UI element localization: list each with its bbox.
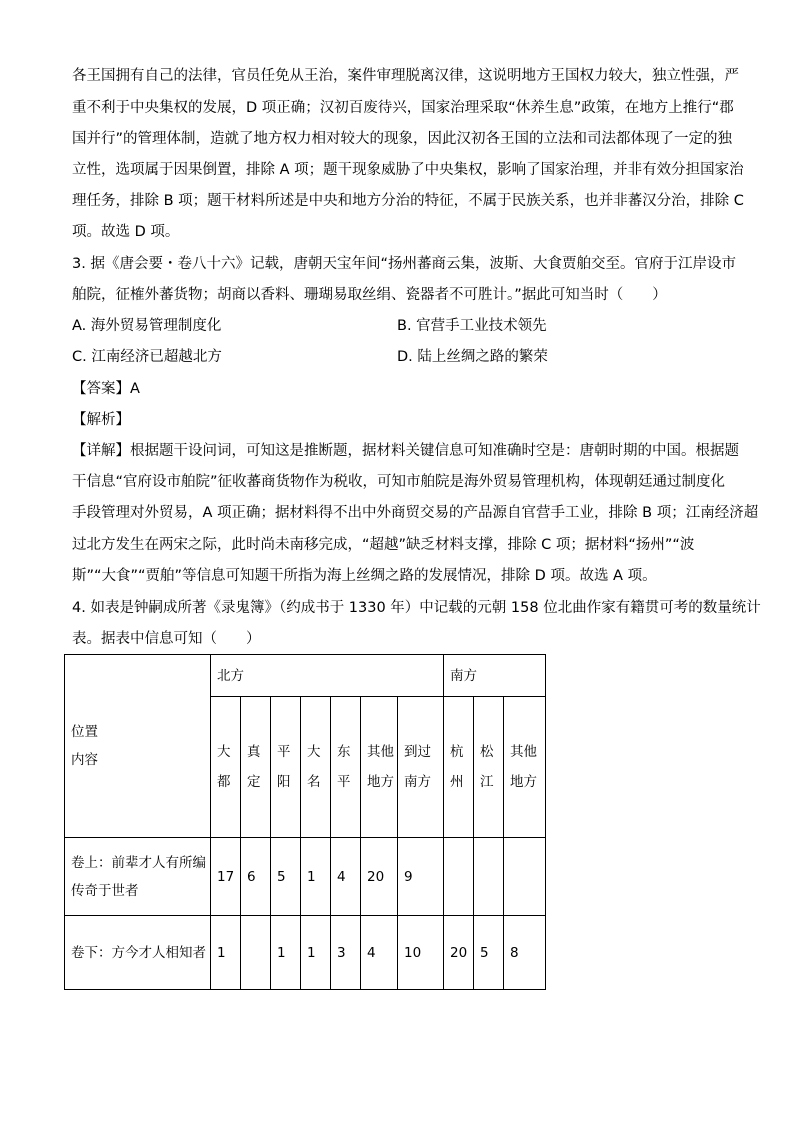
corner-top-label: 位置 <box>71 724 98 740</box>
table-row <box>65 838 546 916</box>
column-header: 平阳 <box>271 697 301 838</box>
row-label: 卷下：方今才人相知者 <box>65 916 211 990</box>
question-3-stem: 3. 据《唐会要・卷八十六》记载，唐朝天宝年间“扬州蕃商云集，波斯、大食贾舶交至。官府于江岸设市 <box>72 256 736 272</box>
table-cell <box>241 916 271 990</box>
paragraph-line: 立性，选项属于因果倒置，排除 A 项；题干现象威胁了中央集权，影响了国家治理，并非有效分担国家治 <box>72 162 744 178</box>
table-cell: 20 <box>444 916 474 990</box>
option-d: D. 陆上丝绸之路的繁荣 <box>397 349 548 365</box>
paragraph-line: 重不利于中央集权的发展，D 项正确；汉初百废待兴，国家治理采取“休养生息”政策，在地方上推行“郡 <box>72 100 734 116</box>
table-corner-header <box>65 655 211 838</box>
table-cell: 20 <box>361 838 398 916</box>
table-cell: 10 <box>398 916 444 990</box>
column-header: 到过南方 <box>398 697 444 838</box>
column-header: 松江 <box>474 697 504 838</box>
option-b: B. 官营手工业技术领先 <box>397 318 547 334</box>
group-header-south: 南方 <box>444 655 546 697</box>
analysis-line: 斯”“大食”“贾舶”等信息可知题干所指为海上丝绸之路的发展情况，排除 D 项。故选 A 项。 <box>72 568 657 584</box>
option-c: C. 江南经济已超越北方 <box>72 349 222 365</box>
paragraph-line: 理任务，排除 B 项；题干材料所述是中央和地方分治的特征，不属于民族关系，也并非蕃汉分治，排除 C <box>72 193 744 209</box>
table-cell <box>444 838 474 916</box>
analysis-line: 【详解】根据题干设问词，可知这是推断题，据材料关键信息可知准确时空是：唐朝时期的中国。根据题 <box>72 443 739 459</box>
table-cell <box>474 838 504 916</box>
paragraph-line: 各王国拥有自己的法律，官员任免从王治，案件审理脱离汉律，这说明地方王国权力较大，独立性强，严 <box>72 68 739 84</box>
table-cell: 17 <box>211 838 241 916</box>
paragraph-line: 项。故选 D 项。 <box>72 224 180 240</box>
table-cell: 8 <box>504 916 546 990</box>
table-cell: 1 <box>301 916 331 990</box>
paragraph-line: 国并行”的管理体制，造就了地方权力相对较大的现象，因此汉初各王国的立法和司法都体现了一定的独 <box>72 131 733 147</box>
statistics-table <box>64 654 546 990</box>
analysis-title: 【解析】 <box>72 412 130 428</box>
column-header: 杭州 <box>444 697 474 838</box>
table-cell: 5 <box>474 916 504 990</box>
analysis-line: 过北方发生在两宋之际，此时尚未南移完成，“超越”缺乏材料支撑，排除 C 项；据材料“扬州”“波 <box>72 537 695 553</box>
question-3-stem: 舶院，征榷外蕃货物；胡商以香料、珊瑚易取丝绢、瓷器者不可胜计。”据此可知当时（ ） <box>72 287 667 303</box>
table-cell: 9 <box>398 838 444 916</box>
corner-bottom-label: 内容 <box>71 752 98 768</box>
analysis-line: 手段管理对外贸易，A 项正确；据材料得不出中外商贸交易的产品源自官营手工业，排除 B 项；江南经济超 <box>72 505 759 521</box>
analysis-line: 干信息“官府设市舶院”征收蕃商货物作为税收，可知市舶院是海外贸易管理机构，体现朝廷通过制度化 <box>72 474 726 490</box>
group-header-north: 北方 <box>211 655 444 697</box>
question-4-stem: 表。据表中信息可知（ ） <box>72 631 261 647</box>
table-cell: 1 <box>271 916 301 990</box>
table-cell: 1 <box>301 838 331 916</box>
table-cell <box>504 838 546 916</box>
answer-label: 【答案】A <box>72 381 140 397</box>
table-cell: 3 <box>331 916 361 990</box>
table-cell: 6 <box>241 838 271 916</box>
column-header: 大名 <box>301 697 331 838</box>
column-header: 东平 <box>331 697 361 838</box>
question-4-stem: 4. 如表是钟嗣成所著《录鬼簿》（约成书于 1330 年）中记载的元朝 158 位北曲作家有籍贯可考的数量统计 <box>72 600 761 616</box>
table-cell: 1 <box>211 916 241 990</box>
table-cell: 4 <box>361 916 398 990</box>
column-header: 其他地方 <box>361 697 398 838</box>
column-header: 真定 <box>241 697 271 838</box>
row-label: 卷上：前辈才人有所编传奇于世者 <box>65 838 211 916</box>
column-header: 大都 <box>211 697 241 838</box>
table-row <box>65 916 546 990</box>
table-cell: 5 <box>271 838 301 916</box>
column-header: 其他地方 <box>504 697 546 838</box>
option-a: A. 海外贸易管理制度化 <box>72 318 222 334</box>
table-cell: 4 <box>331 838 361 916</box>
